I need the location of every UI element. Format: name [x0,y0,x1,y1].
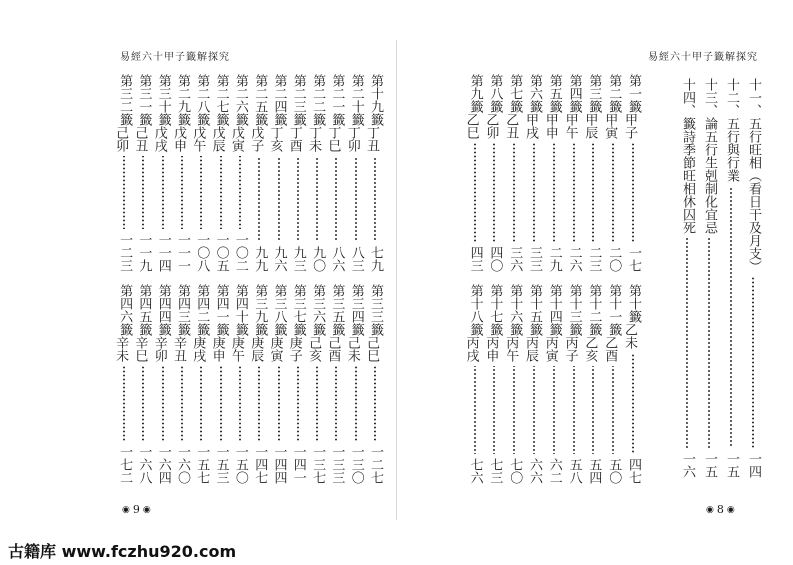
folio-ornament-icon: ◉ [142,504,151,515]
entry-ganzhi: 丙午 [503,336,519,362]
entry-label: 第二九籤 [175,74,190,126]
entry-ganzhi: 乙酉 [602,336,618,362]
toc-entry[interactable] [562,74,583,272]
toc-entry[interactable] [286,74,307,272]
entry-label: 第三三籤 [368,284,383,336]
right-page-number: 8 [716,503,724,516]
toc-entry[interactable] [151,74,172,272]
entry-label: 第六籤 [527,74,542,113]
leader-dots [624,143,642,242]
leader-dots [366,366,384,441]
entry-ganzhi: 乙巳 [463,113,479,139]
leader-dots [584,366,602,454]
leader-dots [466,143,484,242]
toc-entry[interactable] [267,284,288,484]
leader-dots [545,143,563,242]
entry-ganzhi: 乙卯 [483,113,499,139]
entry-ganzhi: 己未 [344,336,360,362]
leader-dots [231,156,249,229]
entry-page-number: 三六 [507,246,523,272]
entry-ganzhi: 甲午 [562,113,578,139]
toc-entry[interactable] [624,74,642,272]
leader-dots [366,156,384,242]
entry-page-number: 五〇 [606,458,622,484]
entry-page-number: 一五七 [194,445,210,484]
leader-dots [700,238,718,448]
entry-label: 第二六籤 [232,74,248,126]
leader-dots [289,156,307,242]
entry-page-number: 一一一 [175,233,190,272]
toc-entry[interactable] [327,74,345,272]
entry-ganzhi: 丙戌 [463,336,479,362]
leader-dots [485,366,503,454]
entry-label: 第三八籤 [271,284,287,336]
left-page-number: 9 [132,503,140,516]
toc-entry[interactable] [485,284,503,484]
entry-ganzhi: 己丑 [132,126,148,152]
toc-entry[interactable] [228,284,249,484]
entry-label: 第四六籤 [117,284,133,336]
entry-page-number: 九六 [271,246,287,272]
leader-dots [565,143,583,242]
entry-ganzhi: 丁卯 [344,126,360,152]
entry-ganzhi: 庚寅 [267,336,283,362]
entry-ganzhi: 庚戌 [190,336,206,362]
toc-entry[interactable] [542,74,563,272]
toc-entry[interactable] [209,284,230,484]
folio-ornament-icon: ◉ [706,504,714,515]
leader-dots [678,238,696,448]
entry-label: 第七籤 [507,74,523,113]
entry-label: 第十六籤 [507,284,523,336]
entry-ganzhi: 丙申 [483,336,499,362]
toc-entry[interactable] [366,284,384,484]
entry-ganzhi: 戊戌 [151,126,167,152]
folio-ornament-icon: ◉ [726,504,735,515]
entry-label: 第四一籤 [213,284,229,336]
toc-entry[interactable] [624,284,642,484]
leader-dots [154,366,172,441]
entry-ganzhi: 己巳 [364,336,379,362]
entry-ganzhi: 甲戌 [523,113,538,139]
entry-page-number: 一四一 [290,445,306,484]
entry-ganzhi: 戊子 [248,126,264,152]
entry-page-number: 四三 [467,246,483,272]
entry-ganzhi: 甲寅 [602,113,618,139]
entry-page-number: 四七 [626,458,641,484]
leader-dots [505,143,523,242]
leader-dots [485,143,503,242]
entry-ganzhi: 己亥 [306,336,322,362]
entry-label: 第四十籤 [232,284,248,336]
toc-entry[interactable] [173,74,191,272]
entry-label: 第十二籤 [586,284,602,336]
leader-dots [525,143,543,242]
entry-ganzhi: 戊寅 [228,126,244,152]
entry-label: 第三一籤 [136,74,152,126]
entry-ganzhi: 庚申 [209,336,225,362]
entry-page-number: 一六八 [136,445,152,484]
entry-ganzhi: 乙丑 [503,113,519,139]
entry-ganzhi: 丁丑 [364,126,379,152]
toc-entry[interactable] [584,74,602,272]
leader-dots [231,366,249,441]
entry-page-number: 八六 [329,246,345,272]
leader-dots [308,156,326,242]
leader-dots [327,366,345,441]
page-gutter [396,40,397,520]
entry-label: 第九籤 [467,74,483,113]
entry-label: 第四二籤 [194,284,210,336]
leader-dots [115,156,133,229]
toc-entry[interactable] [505,284,523,484]
entry-page-number: 一五三 [213,445,229,484]
entry-label: 第二八籤 [194,74,210,126]
entry-page-number: 四〇 [487,246,503,272]
entry-page-number: 一七 [626,246,641,272]
entry-label: 第二五籤 [252,74,268,126]
entry-ganzhi: 辛丑 [171,336,186,362]
chapter-title: 十四、籤詩季節旺相休囚死 [680,78,695,234]
leader-dots [525,366,543,454]
leader-dots [250,366,268,441]
leader-dots [565,366,583,454]
toc-entry[interactable] [228,74,249,272]
entry-page-number: 二九 [546,246,562,272]
entry-label: 第十籤 [626,284,641,323]
entry-label: 第二三籤 [290,74,306,126]
entry-page-number: 一四七 [252,445,268,484]
entry-ganzhi: 辛巳 [132,336,148,362]
toc-entry[interactable] [151,284,172,484]
leader-dots [154,156,172,229]
watermark-text: 古籍库 www.fczhu920.com [8,542,237,561]
toc-entry[interactable] [562,284,583,484]
entry-ganzhi: 庚辰 [248,336,264,362]
toc-entry[interactable] [209,74,230,272]
entry-page-number: 七〇 [507,458,523,484]
entry-label: 第二籤 [606,74,622,113]
entry-page-number: 一七二 [117,445,133,484]
chapter-title: 十三、論五行生剋制化宜忌 [702,78,717,234]
entry-page-number: 八三 [348,246,364,272]
entry-ganzhi: 辛未 [113,336,129,362]
entry-label: 第三九籤 [252,284,268,336]
chapter-page-number: 一六 [680,452,695,478]
leader-dots [192,156,210,229]
toc-entry[interactable] [308,74,326,272]
right-folio [706,503,735,516]
entry-ganzhi: 甲子 [622,113,637,139]
chapter-page-number: 一四 [746,452,761,478]
entry-page-number: 七九 [368,246,383,272]
leader-dots [192,366,210,441]
entry-ganzhi: 戊申 [171,126,186,152]
entry-page-number: 一〇八 [194,233,210,272]
entry-page-number: 一〇五 [213,233,229,272]
entry-ganzhi: 甲辰 [582,113,598,139]
leader-dots [270,366,288,441]
entry-page-number: 一〇二 [232,233,248,272]
leader-dots [250,156,268,242]
toc-entry[interactable] [604,284,622,484]
toc-entry[interactable] [485,74,503,272]
entry-ganzhi: 丁巳 [325,126,341,152]
entry-page-number: 一二七 [368,445,383,484]
entry-page-number: 一一四 [155,233,171,272]
entry-page-number: 一三七 [310,445,326,484]
entry-ganzhi: 戊午 [190,126,206,152]
leader-dots [308,366,326,441]
entry-label: 第二七籤 [213,74,229,126]
toc-entry[interactable] [192,74,210,272]
toc-entry[interactable] [173,284,191,484]
toc-entry[interactable] [267,74,288,272]
entry-page-number: 五四 [586,458,602,484]
entry-label: 第三五籤 [329,284,345,336]
entry-page-number: 一五〇 [232,445,248,484]
entry-label: 第二二籤 [310,74,326,126]
entry-label: 第二一籤 [329,74,345,126]
entry-ganzhi: 甲申 [542,113,558,139]
toc-entry[interactable] [286,284,307,484]
toc-entry[interactable] [525,284,543,484]
entry-page-number: 九〇 [310,246,326,272]
toc-entry[interactable] [344,284,365,484]
entry-page-number: 一六四 [155,445,171,484]
entry-label: 第四籤 [566,74,582,113]
toc-entry[interactable] [463,74,484,272]
leader-dots [604,366,622,454]
toc-entry[interactable] [115,74,133,272]
entry-ganzhi: 戊辰 [209,126,225,152]
leader-dots [173,366,191,441]
entry-page-number: 九三 [290,246,306,272]
toc-entry[interactable] [525,74,543,272]
leader-dots [347,366,365,441]
entry-label: 第二十籤 [348,74,364,126]
toc-entry[interactable] [463,284,484,484]
toc-chapter[interactable] [744,78,762,478]
entry-ganzhi: 丙辰 [523,336,538,362]
toc-chapter[interactable] [678,78,696,478]
chapter-title: 十二、五行與行業 [724,78,739,182]
entry-ganzhi: 丙寅 [542,336,558,362]
leader-dots [134,366,152,441]
toc-entry[interactable] [604,74,622,272]
chapter-page-number: 一五 [724,452,739,478]
entry-ganzhi: 己卯 [113,126,129,152]
entry-label: 第十八籤 [467,284,483,336]
leader-dots [212,366,230,441]
leader-dots [134,156,152,229]
entry-label: 第八籤 [487,74,503,113]
toc-entry[interactable] [542,284,563,484]
entry-ganzhi: 丁酉 [286,126,302,152]
entry-ganzhi: 己酉 [325,336,341,362]
leader-dots [212,156,230,229]
left-folio [122,503,151,516]
toc-entry[interactable] [250,284,268,484]
leader-dots [115,366,133,441]
toc-entry[interactable] [327,284,345,484]
entry-ganzhi: 丁亥 [267,126,283,152]
entry-page-number: 一二三 [117,233,133,272]
entry-ganzhi: 丙子 [562,336,578,362]
entry-ganzhi: 庚午 [228,336,244,362]
toc-entry[interactable] [134,74,152,272]
entry-label: 第三七籤 [290,284,306,336]
entry-page-number: 二〇 [606,246,622,272]
leader-dots [289,366,307,441]
entry-label: 第四三籤 [175,284,190,336]
entry-page-number: 三三 [527,246,542,272]
entry-label: 第十九籤 [368,74,383,126]
entry-page-number: 七三 [487,458,503,484]
entry-page-number: 九九 [252,246,268,272]
toc-entry[interactable] [344,74,365,272]
entry-page-number: 一四四 [271,445,287,484]
leader-dots [466,366,484,454]
leader-dots [270,156,288,242]
entry-page-number: 七六 [467,458,483,484]
entry-label: 第三十籤 [155,74,171,126]
entry-ganzhi: 丁未 [306,126,322,152]
leader-dots [347,156,365,242]
entry-page-number: 一三三 [329,445,345,484]
entry-label: 第一籤 [626,74,641,113]
chapter-page-number: 一五 [702,452,717,478]
entry-label: 第五籤 [546,74,562,113]
entry-page-number: 二三 [586,246,602,272]
entry-page-number: 六六 [527,458,542,484]
toc-entry[interactable] [250,74,268,272]
entry-label: 第四五籤 [136,284,152,336]
toc-entry[interactable] [308,284,326,484]
leader-dots [505,366,523,454]
entry-page-number: 五八 [566,458,582,484]
entry-ganzhi: 庚子 [286,336,302,362]
toc-entry[interactable] [366,74,384,272]
entry-label: 第四四籤 [155,284,171,336]
toc-entry[interactable] [134,284,152,484]
entry-label: 第三六籤 [310,284,326,336]
entry-label: 第十一籤 [606,284,622,336]
entry-page-number: 一一九 [136,233,152,272]
entry-page-number: 二六 [566,246,582,272]
left-running-title: 易經六十甲子籤解探究 [120,52,230,63]
toc-entry[interactable] [505,74,523,272]
leader-dots [584,143,602,242]
folio-ornament-icon: ◉ [122,504,130,515]
entry-page-number: 六二 [546,458,562,484]
leader-dots [722,186,740,448]
entry-page-number: 一六〇 [175,445,190,484]
toc-chapter[interactable] [700,78,718,478]
leader-dots [744,277,762,448]
leader-dots [327,156,345,242]
toc-chapter[interactable] [722,78,740,478]
entry-label: 第十四籤 [546,284,562,336]
entry-label: 第二四籤 [271,74,287,126]
chapter-title: 十一、五行旺相（看日干及月支） [746,78,761,273]
leader-dots [604,143,622,242]
entry-label: 第三四籤 [348,284,364,336]
entry-label: 第十七籤 [487,284,503,336]
toc-entry[interactable] [115,284,133,484]
leader-dots [173,156,191,229]
entry-label: 第十五籤 [527,284,542,336]
right-running-title: 易經六十甲子籤解探究 [648,52,758,63]
toc-entry[interactable] [584,284,602,484]
entry-label: 第三二籤 [117,74,133,126]
toc-entry[interactable] [192,284,210,484]
entry-label: 第十三籤 [566,284,582,336]
leader-dots [624,353,642,454]
leader-dots [545,366,563,454]
entry-ganzhi: 乙亥 [582,336,598,362]
entry-page-number: 一三〇 [348,445,364,484]
entry-ganzhi: 乙未 [622,323,637,349]
entry-ganzhi: 辛卯 [151,336,167,362]
entry-label: 第三籤 [586,74,602,113]
